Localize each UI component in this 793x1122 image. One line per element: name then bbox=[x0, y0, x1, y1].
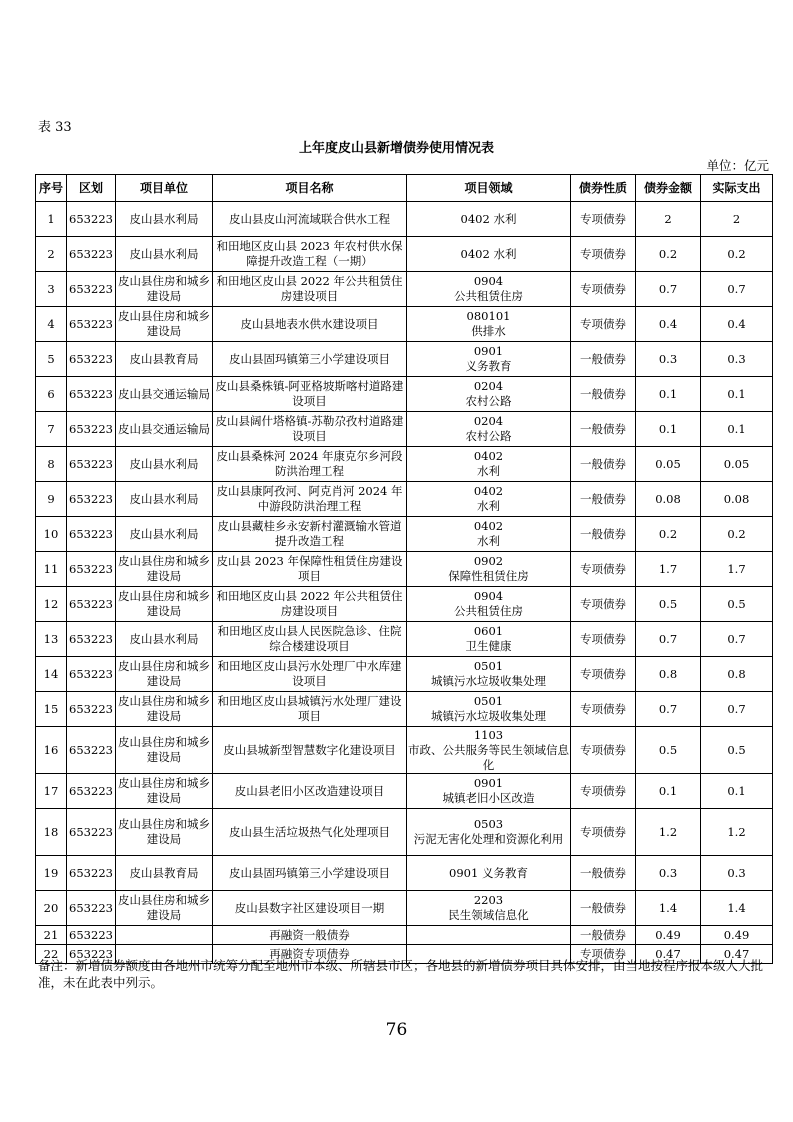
bond-type: 专项债券 bbox=[571, 622, 636, 657]
bond-amount: 0.8 bbox=[636, 657, 701, 692]
unit-label: 单位：亿元 bbox=[706, 158, 769, 173]
project-unit: 皮山县水利局 bbox=[116, 237, 213, 272]
project-unit: 皮山县住房和城乡建设局 bbox=[116, 809, 213, 856]
bond-type: 专项债券 bbox=[571, 692, 636, 727]
table-row bbox=[36, 447, 773, 482]
project-field: 0503 污泥无害化处理和资源化利用 bbox=[407, 809, 571, 856]
project-unit: 皮山县住房和城乡建设局 bbox=[116, 692, 213, 727]
project-unit: 皮山县交通运输局 bbox=[116, 377, 213, 412]
region-code: 653223 bbox=[67, 774, 116, 809]
table-row bbox=[36, 774, 773, 809]
table-row bbox=[36, 657, 773, 692]
row-number: 17 bbox=[36, 774, 67, 809]
row-number: 10 bbox=[36, 517, 67, 552]
row-number: 8 bbox=[36, 447, 67, 482]
bond-amount: 0.7 bbox=[636, 272, 701, 307]
row-number: 1 bbox=[36, 202, 67, 237]
bond-type: 一般债券 bbox=[571, 342, 636, 377]
bond-type: 一般债券 bbox=[571, 377, 636, 412]
region-code: 653223 bbox=[67, 517, 116, 552]
table-row bbox=[36, 622, 773, 657]
project-unit: 皮山县水利局 bbox=[116, 482, 213, 517]
region-code: 653223 bbox=[67, 622, 116, 657]
project-field: 0402 水利 bbox=[407, 482, 571, 517]
actual-spending: 0.2 bbox=[701, 237, 773, 272]
bond-type: 专项债券 bbox=[571, 774, 636, 809]
bond-amount: 0.49 bbox=[636, 926, 701, 945]
table-row bbox=[36, 809, 773, 856]
table-row bbox=[36, 856, 773, 891]
project-name: 皮山县地表水供水建设项目 bbox=[213, 307, 407, 342]
region-code: 653223 bbox=[67, 727, 116, 774]
project-unit: 皮山县水利局 bbox=[116, 622, 213, 657]
region-code: 653223 bbox=[67, 891, 116, 926]
project-unit: 皮山县交通运输局 bbox=[116, 412, 213, 447]
bond-amount: 0.3 bbox=[636, 342, 701, 377]
region-code: 653223 bbox=[67, 587, 116, 622]
project-name: 和田地区皮山县 2022 年公共租赁住房建设项目 bbox=[213, 587, 407, 622]
project-name: 皮山县数字社区建设项目一期 bbox=[213, 891, 407, 926]
project-unit: 皮山县住房和城乡建设局 bbox=[116, 552, 213, 587]
header-cell: 债券性质 bbox=[571, 175, 636, 202]
project-field: 0902 保障性租赁住房 bbox=[407, 552, 571, 587]
actual-spending: 0.47 bbox=[701, 945, 773, 964]
project-name: 皮山县固玛镇第三小学建设项目 bbox=[213, 856, 407, 891]
row-number: 19 bbox=[36, 856, 67, 891]
project-field: 1103 市政、公共服务等民生领域信息化 bbox=[408, 727, 569, 772]
project-field: 2203 民生领域信息化 bbox=[407, 891, 571, 926]
project-field: 0501 城镇污水垃圾收集处理 bbox=[407, 692, 571, 727]
table-row bbox=[36, 482, 773, 517]
region-code: 653223 bbox=[67, 237, 116, 272]
row-number: 2 bbox=[36, 237, 67, 272]
project-unit bbox=[116, 926, 213, 945]
header-cell: 项目名称 bbox=[213, 175, 407, 202]
actual-spending: 0.7 bbox=[701, 622, 773, 657]
project-name: 皮山县生活垃圾热气化处理项目 bbox=[213, 809, 407, 856]
project-field: 0402 水利 bbox=[407, 237, 571, 272]
project-name: 和田地区皮山县 2022 年公共租赁住房建设项目 bbox=[213, 272, 407, 307]
actual-spending: 0.2 bbox=[701, 517, 773, 552]
actual-spending: 1.4 bbox=[701, 891, 773, 926]
bond-amount: 0.7 bbox=[636, 622, 701, 657]
region-code: 653223 bbox=[67, 377, 116, 412]
row-number: 5 bbox=[36, 342, 67, 377]
region-code: 653223 bbox=[67, 552, 116, 587]
bond-amount: 1.2 bbox=[636, 809, 701, 856]
actual-spending: 0.1 bbox=[701, 377, 773, 412]
row-number: 9 bbox=[36, 482, 67, 517]
bond-type: 专项债券 bbox=[571, 237, 636, 272]
header-cell: 债券金额 bbox=[636, 175, 701, 202]
project-field: 0204 农村公路 bbox=[407, 377, 571, 412]
region-code: 653223 bbox=[67, 202, 116, 237]
project-field bbox=[407, 926, 571, 945]
project-unit: 皮山县住房和城乡建设局 bbox=[116, 657, 213, 692]
bond-type: 专项债券 bbox=[571, 657, 636, 692]
region-code: 653223 bbox=[67, 856, 116, 891]
table-row bbox=[36, 412, 773, 447]
bond-type: 专项债券 bbox=[571, 945, 636, 964]
table-row bbox=[36, 377, 773, 412]
row-number: 3 bbox=[36, 272, 67, 307]
bond-type: 专项债券 bbox=[571, 552, 636, 587]
project-name: 和田地区皮山县城镇污水处理厂建设项目 bbox=[213, 692, 407, 727]
row-number: 15 bbox=[36, 692, 67, 727]
project-unit: 皮山县教育局 bbox=[116, 856, 213, 891]
project-name: 再融资一般债券 bbox=[213, 926, 407, 945]
header-cell: 序号 bbox=[36, 175, 67, 202]
table-header-row bbox=[36, 175, 773, 202]
project-field: 080101 供排水 bbox=[407, 307, 571, 342]
bond-type: 一般债券 bbox=[571, 447, 636, 482]
actual-spending: 0.1 bbox=[701, 412, 773, 447]
project-field: 0904 公共租赁住房 bbox=[407, 587, 571, 622]
project-name: 皮山县皮山河流域联合供水工程 bbox=[213, 202, 407, 237]
bond-type: 专项债券 bbox=[571, 307, 636, 342]
project-unit: 皮山县水利局 bbox=[116, 517, 213, 552]
row-number: 6 bbox=[36, 377, 67, 412]
row-number: 11 bbox=[36, 552, 67, 587]
bond-amount: 0.08 bbox=[636, 482, 701, 517]
footnote: 备注：新增债券额度由各地州市统筹分配至地州市本级、所辖县市区；各地县的新增债券项目具体安排，由当地按程序报本级人大批准，未在此表中列示。 bbox=[38, 958, 764, 990]
header-cell: 项目单位 bbox=[116, 175, 213, 202]
table-row bbox=[36, 587, 773, 622]
header-cell: 实际支出 bbox=[701, 175, 773, 202]
project-name: 皮山县老旧小区改造建设项目 bbox=[213, 774, 407, 809]
actual-spending: 0.49 bbox=[701, 926, 773, 945]
table-number-label: 表 33 bbox=[38, 120, 72, 135]
project-field: 0901 城镇老旧小区改造 bbox=[407, 774, 571, 809]
bond-amount: 0.5 bbox=[636, 727, 701, 774]
bond-type: 一般债券 bbox=[571, 412, 636, 447]
project-field: 0901 义务教育 bbox=[407, 856, 571, 891]
project-field: 0402 水利 bbox=[407, 517, 571, 552]
project-unit: 皮山县教育局 bbox=[116, 342, 213, 377]
row-number: 21 bbox=[36, 926, 67, 945]
bond-amount: 0.4 bbox=[636, 307, 701, 342]
table-row bbox=[36, 552, 773, 587]
project-field: 0402 水利 bbox=[407, 202, 571, 237]
bond-amount: 1.7 bbox=[636, 552, 701, 587]
bond-amount: 1.4 bbox=[636, 891, 701, 926]
region-code: 653223 bbox=[67, 342, 116, 377]
actual-spending: 0.5 bbox=[701, 587, 773, 622]
project-unit: 皮山县住房和城乡建设局 bbox=[116, 774, 213, 809]
region-code: 653223 bbox=[67, 692, 116, 727]
project-field: 0901 义务教育 bbox=[407, 342, 571, 377]
project-field: 0904 公共租赁住房 bbox=[407, 272, 571, 307]
bond-type: 一般债券 bbox=[571, 926, 636, 945]
table-row bbox=[36, 307, 773, 342]
bond-amount: 0.47 bbox=[636, 945, 701, 964]
region-code: 653223 bbox=[67, 945, 116, 964]
table-row bbox=[36, 202, 773, 237]
bond-amount: 0.1 bbox=[636, 774, 701, 809]
project-unit: 皮山县水利局 bbox=[116, 447, 213, 482]
project-name: 再融资专项债券 bbox=[213, 945, 407, 964]
page-title: 上年度皮山县新增债券使用情况表 bbox=[298, 141, 494, 156]
row-number: 20 bbox=[36, 891, 67, 926]
bond-amount: 0.2 bbox=[636, 517, 701, 552]
page-number: 76 bbox=[385, 1020, 408, 1040]
actual-spending: 0.7 bbox=[701, 272, 773, 307]
bond-type: 专项债券 bbox=[571, 809, 636, 856]
bond-amount: 2 bbox=[636, 202, 701, 237]
actual-spending: 0.3 bbox=[701, 856, 773, 891]
row-number: 16 bbox=[36, 727, 67, 774]
row-number: 22 bbox=[36, 945, 67, 964]
project-unit: 皮山县住房和城乡建设局 bbox=[116, 727, 213, 774]
region-code: 653223 bbox=[67, 809, 116, 856]
project-unit: 皮山县住房和城乡建设局 bbox=[116, 272, 213, 307]
bond-type: 一般债券 bbox=[571, 517, 636, 552]
table-row bbox=[36, 272, 773, 307]
bond-amount: 0.2 bbox=[636, 237, 701, 272]
row-number: 14 bbox=[36, 657, 67, 692]
table-row bbox=[36, 692, 773, 727]
bond-amount: 0.05 bbox=[636, 447, 701, 482]
region-code: 653223 bbox=[67, 926, 116, 945]
table-row bbox=[36, 517, 773, 552]
header-cell: 区划 bbox=[67, 175, 116, 202]
row-number: 7 bbox=[36, 412, 67, 447]
actual-spending: 1.7 bbox=[701, 552, 773, 587]
region-code: 653223 bbox=[67, 482, 116, 517]
bond-amount: 0.1 bbox=[636, 412, 701, 447]
table-row bbox=[36, 926, 773, 945]
bond-amount: 0.1 bbox=[636, 377, 701, 412]
bond-type: 一般债券 bbox=[571, 482, 636, 517]
actual-spending: 0.4 bbox=[701, 307, 773, 342]
actual-spending: 0.3 bbox=[701, 342, 773, 377]
actual-spending: 2 bbox=[701, 202, 773, 237]
project-name: 皮山县藏桂乡永安新村灌溉输水管道提升改造工程 bbox=[213, 517, 407, 552]
bond-type: 一般债券 bbox=[571, 891, 636, 926]
actual-spending: 1.2 bbox=[701, 809, 773, 856]
project-field: 0402 水利 bbox=[407, 447, 571, 482]
row-number: 13 bbox=[36, 622, 67, 657]
region-code: 653223 bbox=[67, 657, 116, 692]
bond-type: 专项债券 bbox=[571, 202, 636, 237]
bond-type: 专项债券 bbox=[571, 272, 636, 307]
project-name: 皮山县康阿孜河、阿克肖河 2024 年中游段防洪治理工程 bbox=[213, 482, 407, 517]
table-row bbox=[36, 727, 773, 774]
table-body bbox=[36, 202, 773, 964]
region-code: 653223 bbox=[67, 447, 116, 482]
bond-type: 一般债券 bbox=[571, 856, 636, 891]
project-unit: 皮山县住房和城乡建设局 bbox=[116, 891, 213, 926]
actual-spending: 0.5 bbox=[701, 727, 773, 774]
bond-type: 专项债券 bbox=[571, 727, 636, 774]
project-unit: 皮山县住房和城乡建设局 bbox=[116, 587, 213, 622]
row-number: 4 bbox=[36, 307, 67, 342]
project-name: 和田地区皮山县污水处理厂中水库建设项目 bbox=[213, 657, 407, 692]
project-name: 皮山县城新型智慧数字化建设项目 bbox=[213, 727, 407, 774]
row-number: 12 bbox=[36, 587, 67, 622]
bond-type: 专项债券 bbox=[571, 587, 636, 622]
header-cell: 项目领域 bbox=[407, 175, 571, 202]
project-field: 0204 农村公路 bbox=[407, 412, 571, 447]
table-row bbox=[36, 237, 773, 272]
project-field: 0501 城镇污水垃圾收集处理 bbox=[407, 657, 571, 692]
region-code: 653223 bbox=[67, 307, 116, 342]
table-row bbox=[36, 891, 773, 926]
project-name: 皮山县固玛镇第三小学建设项目 bbox=[213, 342, 407, 377]
table-row bbox=[36, 342, 773, 377]
bond-amount: 0.7 bbox=[636, 692, 701, 727]
bond-amount: 0.3 bbox=[636, 856, 701, 891]
region-code: 653223 bbox=[67, 412, 116, 447]
project-unit: 皮山县住房和城乡建设局 bbox=[116, 307, 213, 342]
bond-amount: 0.5 bbox=[636, 587, 701, 622]
row-number: 18 bbox=[36, 809, 67, 856]
actual-spending: 0.7 bbox=[701, 692, 773, 727]
actual-spending: 0.05 bbox=[701, 447, 773, 482]
project-name: 和田地区皮山县人民医院急诊、住院综合楼建设项目 bbox=[213, 622, 407, 657]
actual-spending: 0.08 bbox=[701, 482, 773, 517]
project-name: 皮山县阔什塔格镇-苏勒尕孜村道路建设项目 bbox=[213, 412, 407, 447]
bond-usage-table bbox=[35, 174, 773, 964]
project-unit: 皮山县水利局 bbox=[116, 202, 213, 237]
actual-spending: 0.8 bbox=[701, 657, 773, 692]
project-field: 0601 卫生健康 bbox=[407, 622, 571, 657]
project-name: 皮山县 2023 年保障性租赁住房建设项目 bbox=[213, 552, 407, 587]
project-name: 皮山县桑株河 2024 年康克尔乡河段防洪治理工程 bbox=[213, 447, 407, 482]
project-name: 皮山县桑株镇-阿亚格坡斯喀村道路建设项目 bbox=[213, 377, 407, 412]
region-code: 653223 bbox=[67, 272, 116, 307]
actual-spending: 0.1 bbox=[701, 774, 773, 809]
project-name: 和田地区皮山县 2023 年农村供水保障提升改造工程（一期） bbox=[213, 237, 407, 272]
